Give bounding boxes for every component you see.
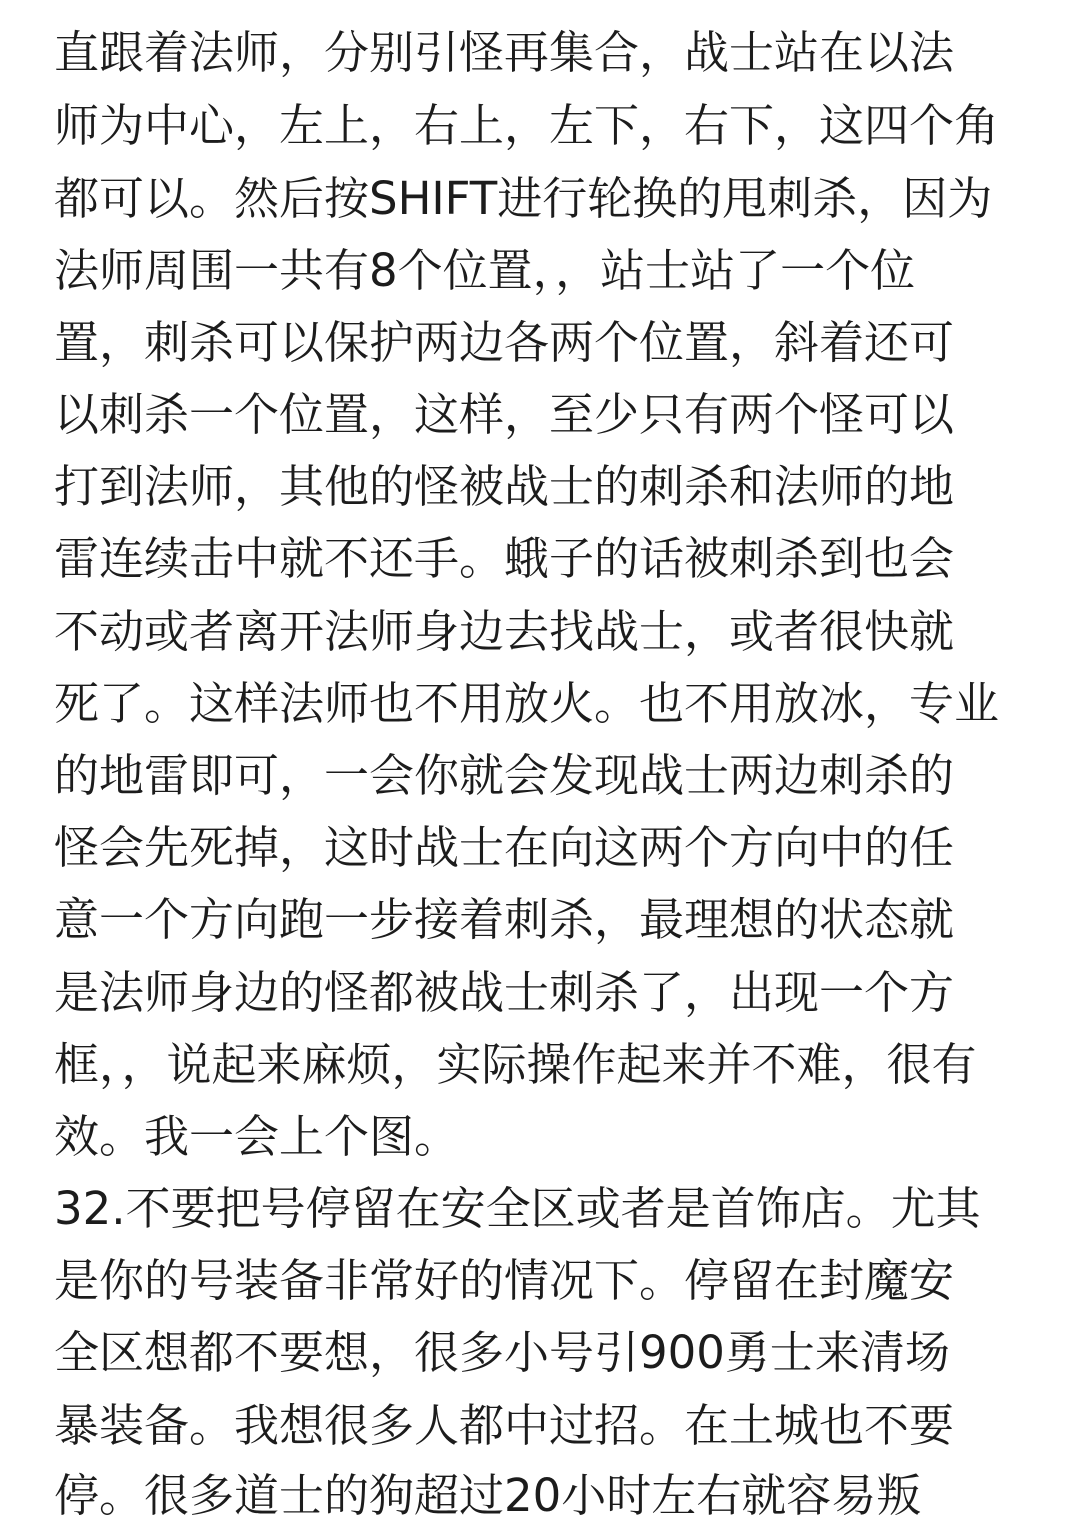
text-line: 打到法师，其他的怪被战士的刺杀和法师的地 (54, 460, 955, 513)
text-line: 是你的号装备非常好的情况下。停留在封魔安 (54, 1254, 955, 1307)
text-line: 是法师身边的怪都被战士刺杀了，出现一个方 (54, 966, 955, 1019)
text-line: 置，刺杀可以保护两边各两个位置，斜着还可 (54, 316, 955, 369)
text-line: 都可以。然后按SHIFT进行轮换的甩刺杀，因为 (54, 172, 993, 225)
text-line: 以刺杀一个位置，这样，至少只有两个怪可以 (54, 388, 955, 441)
text-line: 怪会先死掉，这时战士在向这两个方向中的任 (54, 821, 955, 874)
text-line: 全区想都不要想，很多小号引900勇士来清场 (54, 1326, 950, 1379)
text-line: 师为中心，左上，右上，左下，右下，这四个角 (54, 99, 1000, 152)
text-line: 暴装备。我想很多人都中过招。在土城也不要 (54, 1399, 955, 1452)
text-line: 框，，说起来麻烦，实际操作起来并不难，很有 (54, 1038, 977, 1091)
text-line: 雷连续击中就不还手。蛾子的话被刺杀到也会 (54, 532, 955, 585)
text-line: 死了。这样法师也不用放火。也不用放冰，专业 (54, 677, 1000, 730)
text-line: 32.不要把号停留在安全区或者是首饰店。尤其 (54, 1182, 981, 1235)
text-line: 的地雷即可，一会你就会发现战士两边刺杀的 (54, 749, 955, 802)
text-line: 停。很多道士的狗超过20小时左右就容易叛 (54, 1469, 922, 1522)
text-line: 法师周围一共有8个位置，，站士站了一个位 (54, 244, 916, 297)
text-line: 直跟着法师，分别引怪再集合，战士站在以法 (54, 26, 955, 79)
text-line: 效。我一会上个图。 (54, 1110, 460, 1163)
text-line: 意一个方向跑一步接着刺杀，最理想的状态就 (54, 893, 955, 946)
text-line: 不动或者离开法师身边去找战士，或者很快就 (54, 605, 955, 658)
